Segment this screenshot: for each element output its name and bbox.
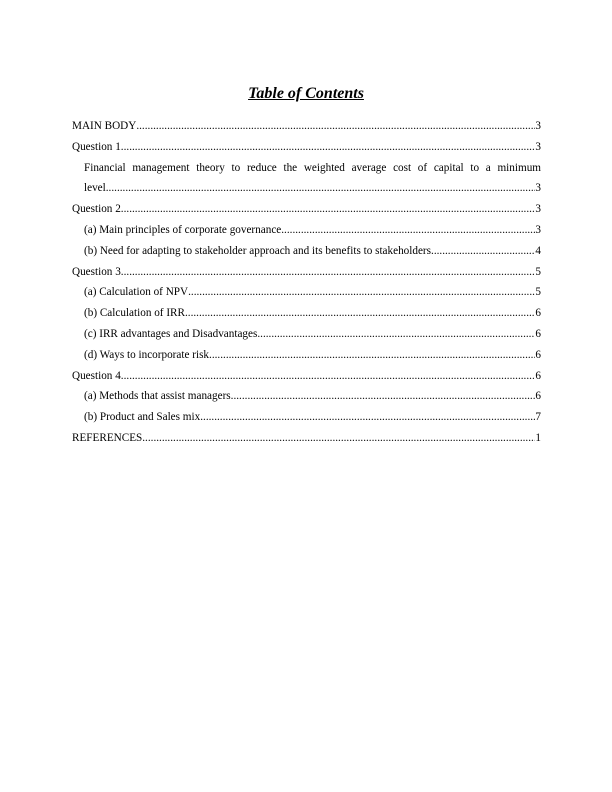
- toc-entry-irr-advantages[interactable]: [72, 324, 541, 345]
- toc-page-number: 5: [535, 286, 541, 299]
- toc-entry-product-sales-mix[interactable]: [72, 407, 541, 428]
- toc-entry-label: (d) Ways to incorporate risk: [84, 348, 210, 361]
- toc-entry-references[interactable]: [72, 428, 541, 449]
- toc-entry-label: (c) IRR advantages and Disadvantages: [84, 327, 258, 340]
- toc-entry-label: (b) Product and Sales mix: [84, 411, 201, 424]
- toc-entry-label: (a) Calculation of NPV: [84, 286, 189, 299]
- toc-entry-npv[interactable]: [72, 282, 541, 303]
- toc-leader-dots: [121, 199, 536, 220]
- toc-entry-label-line1: Financial management theory to reduce the weighted average cost of capital to a minimum: [84, 161, 541, 174]
- toc-leader-dots: [121, 262, 536, 283]
- toc-leader-dots: [121, 137, 536, 158]
- table-of-contents: [72, 116, 541, 449]
- toc-entry-label: Question 1: [72, 140, 121, 153]
- toc-entry-methods-assist-managers[interactable]: [72, 386, 541, 407]
- toc-entry-main-body[interactable]: [72, 116, 541, 137]
- toc-entry-label: REFERENCES: [72, 431, 143, 444]
- toc-entry-question-3[interactable]: [72, 262, 541, 283]
- toc-page-number: 6: [535, 348, 541, 361]
- toc-page-number: 3: [535, 203, 541, 216]
- toc-page-number: 6: [535, 307, 541, 320]
- toc-entry-label: (b) Need for adapting to stakeholder approach and its benefits to stakeholders: [84, 244, 432, 257]
- toc-page-number: 1: [535, 431, 541, 444]
- toc-entry-label: Question 3: [72, 265, 121, 278]
- toc-entry-question-2[interactable]: [72, 199, 541, 220]
- toc-page-number: 6: [535, 390, 541, 403]
- toc-entry-question-1[interactable]: [72, 137, 541, 158]
- toc-entry-irr[interactable]: [72, 303, 541, 324]
- toc-leader-dots: [136, 116, 535, 137]
- toc-leader-dots: [185, 303, 535, 324]
- toc-leader-dots: [142, 428, 535, 449]
- toc-leader-dots: [106, 178, 536, 199]
- toc-entry-label: MAIN BODY: [72, 120, 137, 132]
- toc-entry-label: (b) Calculation of IRR: [84, 307, 185, 320]
- toc-page-number: 3: [535, 223, 541, 236]
- toc-leader-dots: [281, 220, 535, 241]
- toc-page-number: 5: [535, 265, 541, 278]
- toc-entry-question-4[interactable]: [72, 366, 541, 387]
- toc-page-number: 4: [535, 244, 541, 257]
- toc-entry-stakeholder-approach[interactable]: [72, 241, 541, 262]
- toc-leader-dots: [121, 366, 536, 387]
- toc-page-number: 7: [535, 411, 541, 424]
- toc-entry-label: (a) Main principles of corporate governance: [84, 223, 282, 236]
- toc-entry-incorporate-risk[interactable]: [72, 345, 541, 366]
- toc-entry-corporate-governance[interactable]: [72, 220, 541, 241]
- toc-title: Table of Contents: [248, 85, 364, 102]
- toc-page-number: 3: [535, 140, 541, 153]
- toc-leader-dots: [431, 241, 535, 262]
- toc-entry-label: Question 2: [72, 203, 121, 216]
- toc-leader-dots: [188, 282, 535, 303]
- toc-leader-dots: [200, 407, 535, 428]
- toc-entry-label: Question 4: [72, 369, 121, 382]
- toc-entry-label: (a) Methods that assist managers: [84, 390, 231, 403]
- toc-entry-label-line2: level: [84, 182, 106, 195]
- toc-leader-dots: [231, 386, 536, 407]
- toc-entry-financial-management-theory[interactable]: [72, 158, 541, 200]
- toc-page-number: 3: [535, 182, 541, 195]
- toc-leader-dots: [257, 324, 535, 345]
- toc-page-number: 6: [535, 369, 541, 382]
- toc-leader-dots: [209, 345, 535, 366]
- toc-page-number: 3: [535, 120, 541, 132]
- toc-page-number: 6: [535, 327, 541, 340]
